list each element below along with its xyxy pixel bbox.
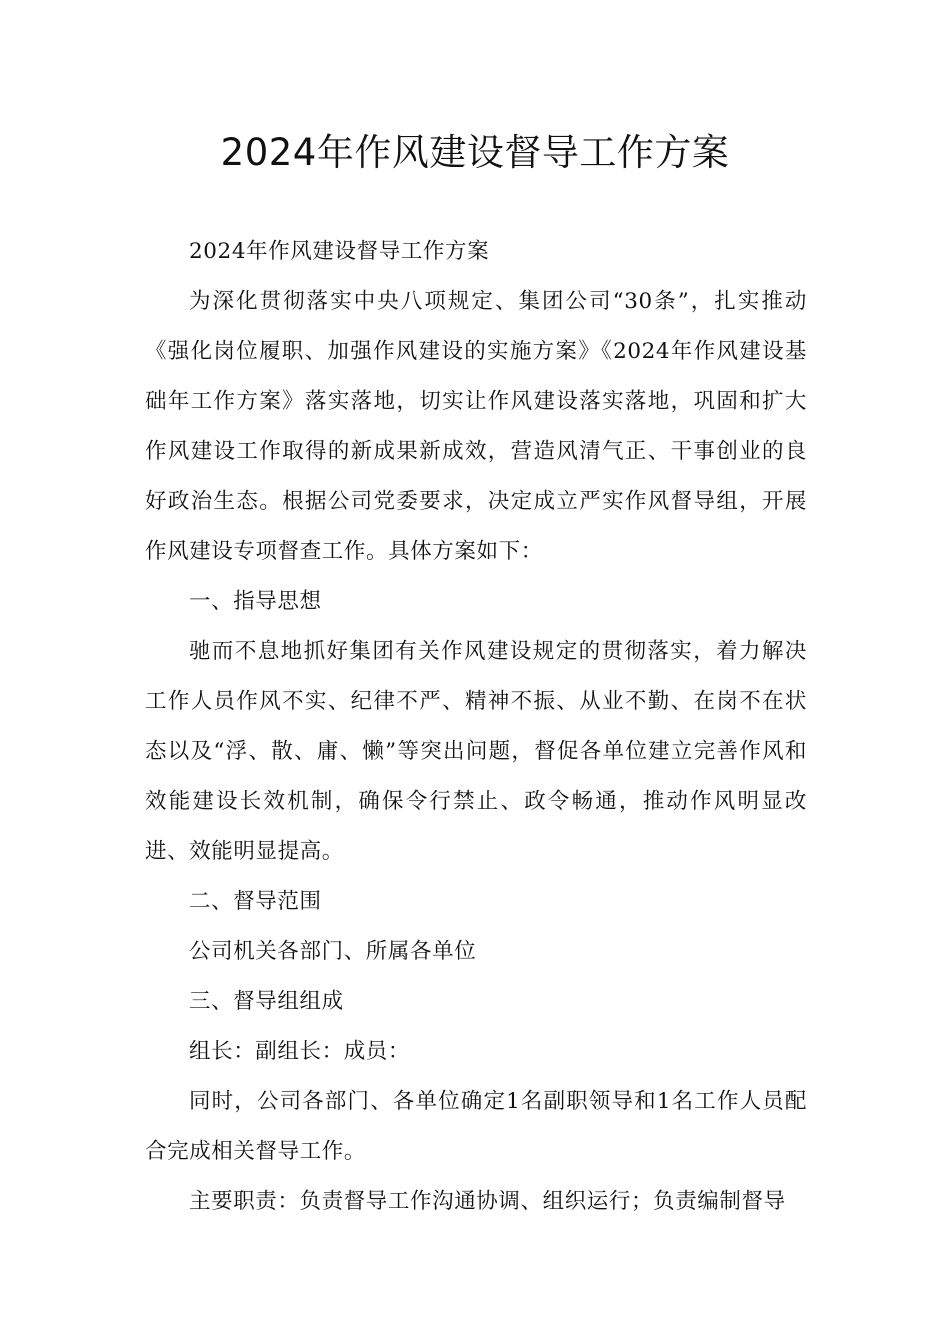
paragraph-intro: 为深化贯彻落实中央八项规定、集团公司“30条”，扎实推动《强化岗位履职、加强作风建设的实施方案》《2024年作风建设基础年工作方案》落实落地，切实让作风建设落实落地，巩固和扩大作风建设工作取得的新成果新成效，营造风清气正、干事创业的良好政治生态。根据公司党委要求，决定成立严实作风督导组，开展作风建设专项督查工作。具体方案如下：	[145, 289, 807, 564]
paragraph-guiding-ideology: 驰而不息地抓好集团有关作风建设规定的贯彻落实，着力解决工作人员作风不实、纪律不严、精神不振、从业不勤、在岗不在状态以及“浮、散、庸、懒”等突出问题，督促各单位建立完善作风和效能建设长效机制，确保令行禁止、政令畅通，推动作风明显改进、效能明显提高。	[145, 639, 807, 864]
section-heading-scope: 二、督导范围	[189, 889, 322, 914]
paragraph-scope: 公司机关各部门、所属各单位	[189, 939, 477, 964]
paragraph-main-duties: 主要职责：负责督导工作沟通协调、组织运行；负责编制督导	[189, 1189, 786, 1214]
document-body	[145, 227, 807, 1227]
paragraph-team-roles: 组长：副组长：成员：	[189, 1039, 411, 1064]
paragraph-cooperation: 同时，公司各部门、各单位确定1名副职领导和1名工作人员配合完成相关督导工作。	[145, 1089, 807, 1164]
document-title: 2024年作风建设督导工作方案	[220, 131, 730, 174]
section-heading-guiding-ideology: 一、指导思想	[189, 589, 322, 614]
paragraph-subtitle: 2024年作风建设督导工作方案	[189, 239, 490, 264]
section-heading-team-composition: 三、督导组组成	[189, 989, 344, 1014]
